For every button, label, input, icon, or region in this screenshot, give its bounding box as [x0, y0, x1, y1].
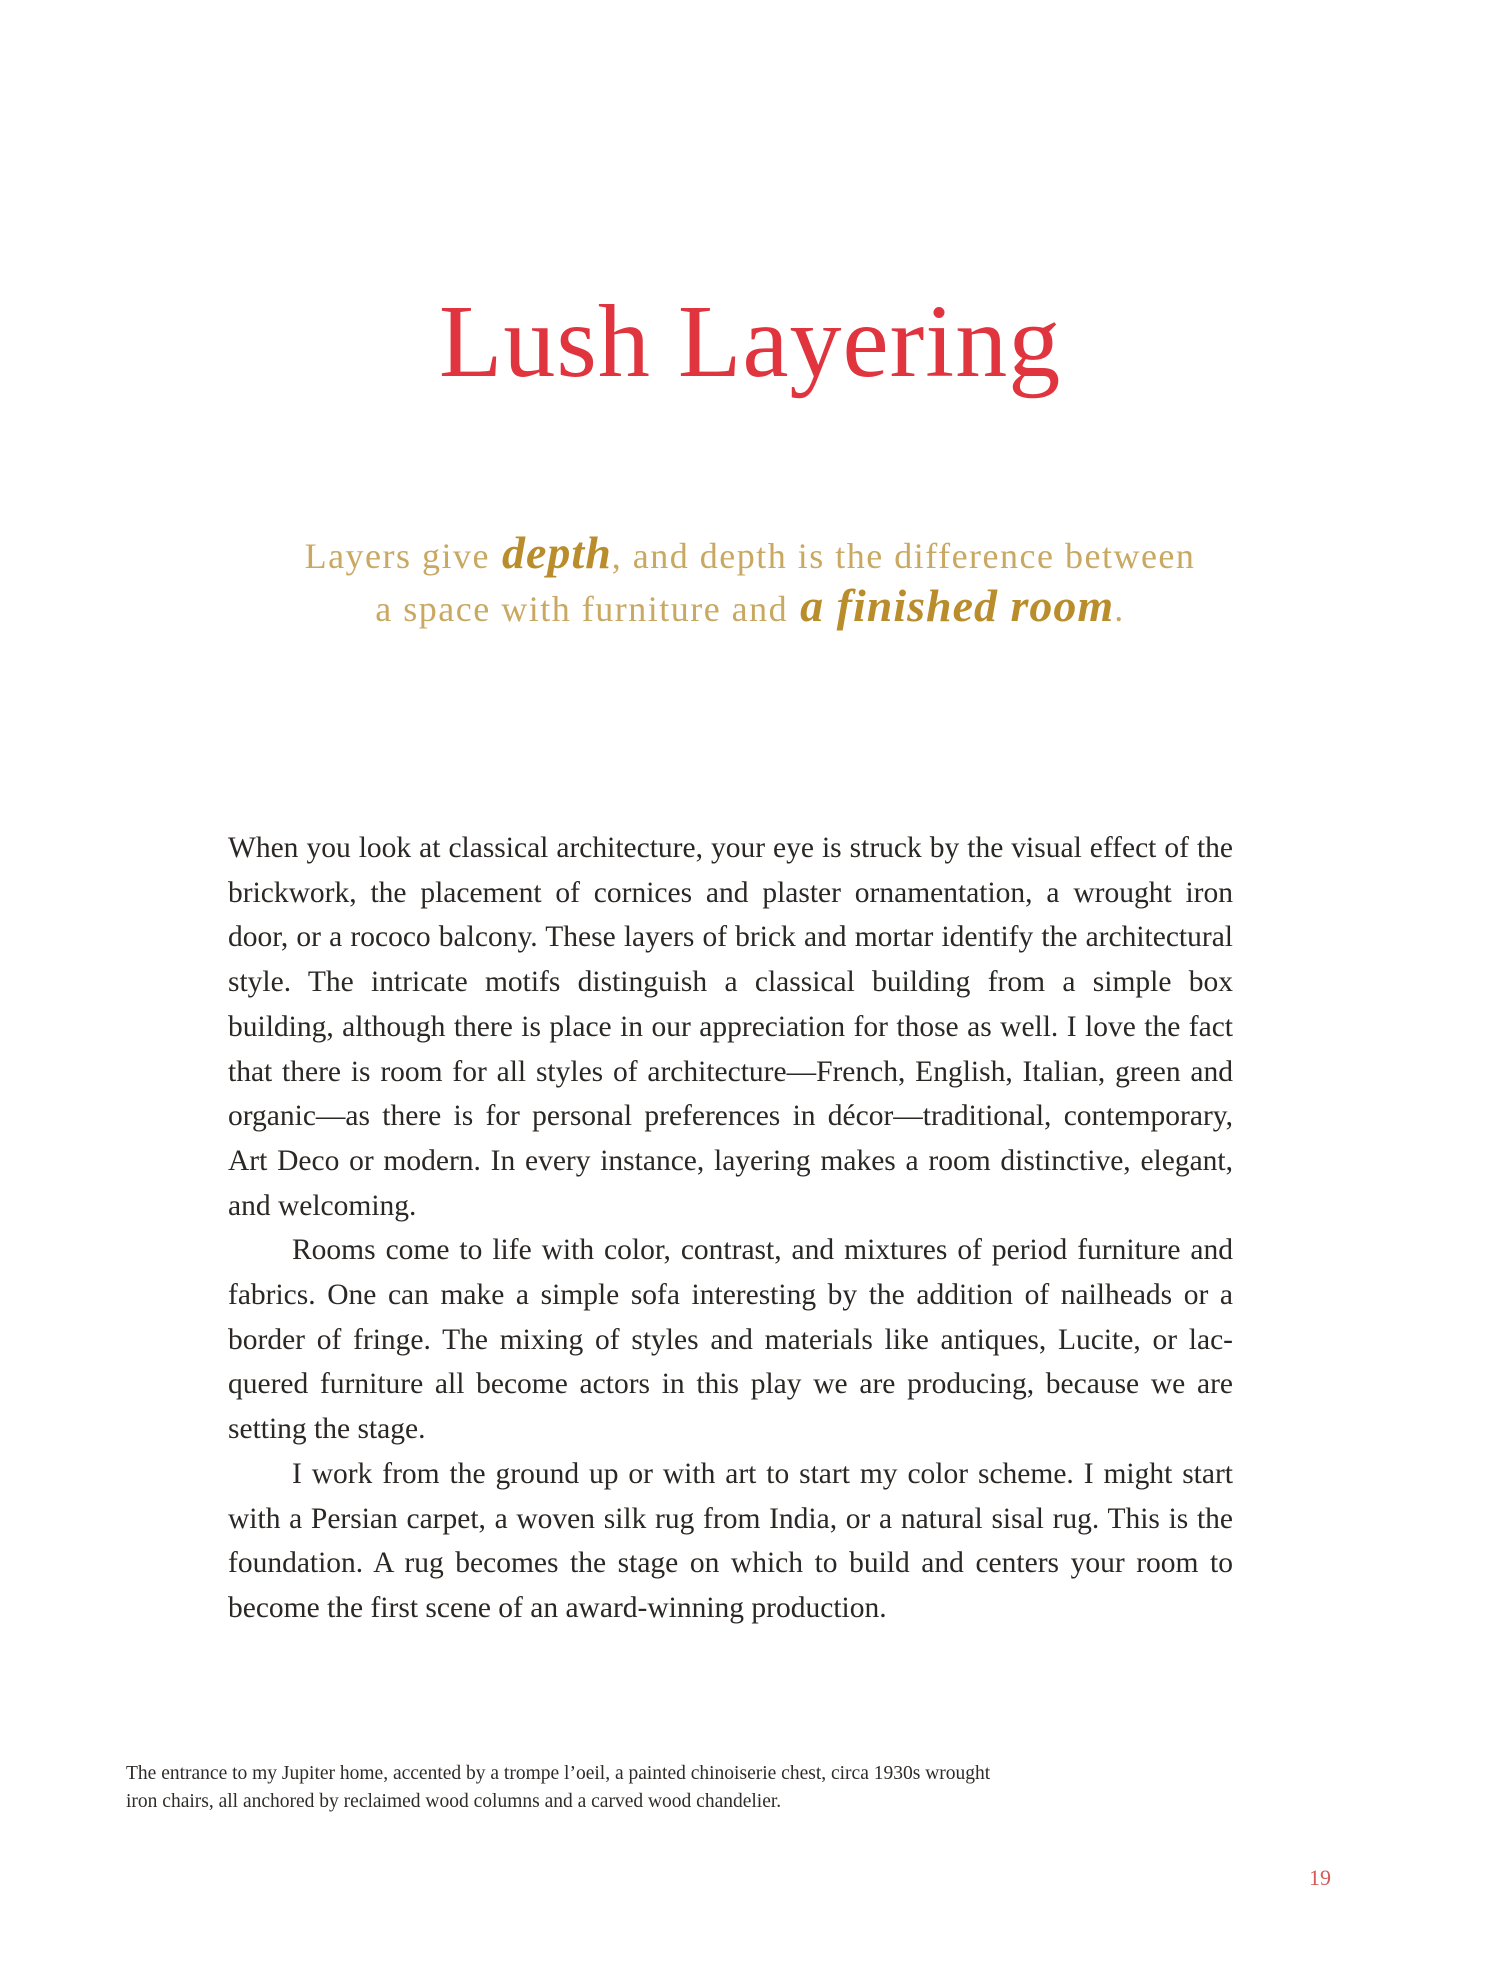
page-number: 19	[1309, 1865, 1331, 1890]
body-paragraph: I work from the ground up or with art to start my color scheme. I might start with a Persian carpet, a woven silk rug from India, or a natural sisal rug. This is the foundation. A rug becomes the stage on which to build and centers your room to become the first scene of an award-winning production.	[228, 1457, 1233, 1624]
chapter-title: Lush Layering	[438, 284, 1062, 399]
epigraph-line-2	[0, 581, 1500, 634]
epigraph-text: Layers give	[304, 536, 491, 576]
epigraph-emphasis: depth	[502, 527, 612, 578]
epigraph-emphasis: a finished room	[800, 580, 1115, 631]
body-paragraph: When you look at classical architecture, your eye is struck by the visual effect of the brickwork, the placement of cornices and plaster ornamentation, a wrought iron door, or a rococo balcony. These layers of brick and mortar identify the architectural style. The intricate motifs distinguish a classical building from a simple box building, although there is place in our appreciation for those as well. I love the fact that there is room for all styles of architecture—French, English, Italian, green and organic—as there is for personal preferences in décor—traditional, contemporary, Art Deco or modern. In every instance, layering makes a room distinctive, elegant, and welcoming.	[228, 832, 1233, 1222]
body-text	[228, 826, 1233, 1631]
caption-line: iron chairs, all anchored by reclaimed wood columns and a carved wood chandelier.	[126, 1791, 782, 1812]
epigraph-line-1	[0, 528, 1500, 581]
photo-caption	[126, 1760, 1106, 1816]
body-paragraph: Rooms come to life with color, contrast, and mixtures of period furniture and fabrics. One can make a simple sofa interesting by the addition of nailheads or a border of fringe. The mixing of styles and materials like antiques, Lucite, or lacquered furniture all become actors in this play we are producing, because we are setting the stage.	[228, 1234, 1233, 1446]
epigraph-text: , and depth is the difference between	[611, 536, 1196, 576]
caption-line: The entrance to my Jupiter home, accented by a trompe l’oeil, a painted chinoiserie chest, circa 1930s wrought	[126, 1763, 991, 1784]
epigraph	[0, 528, 1500, 634]
epigraph-text: .	[1114, 589, 1125, 629]
epigraph-text: a space with furniture and	[375, 589, 789, 629]
